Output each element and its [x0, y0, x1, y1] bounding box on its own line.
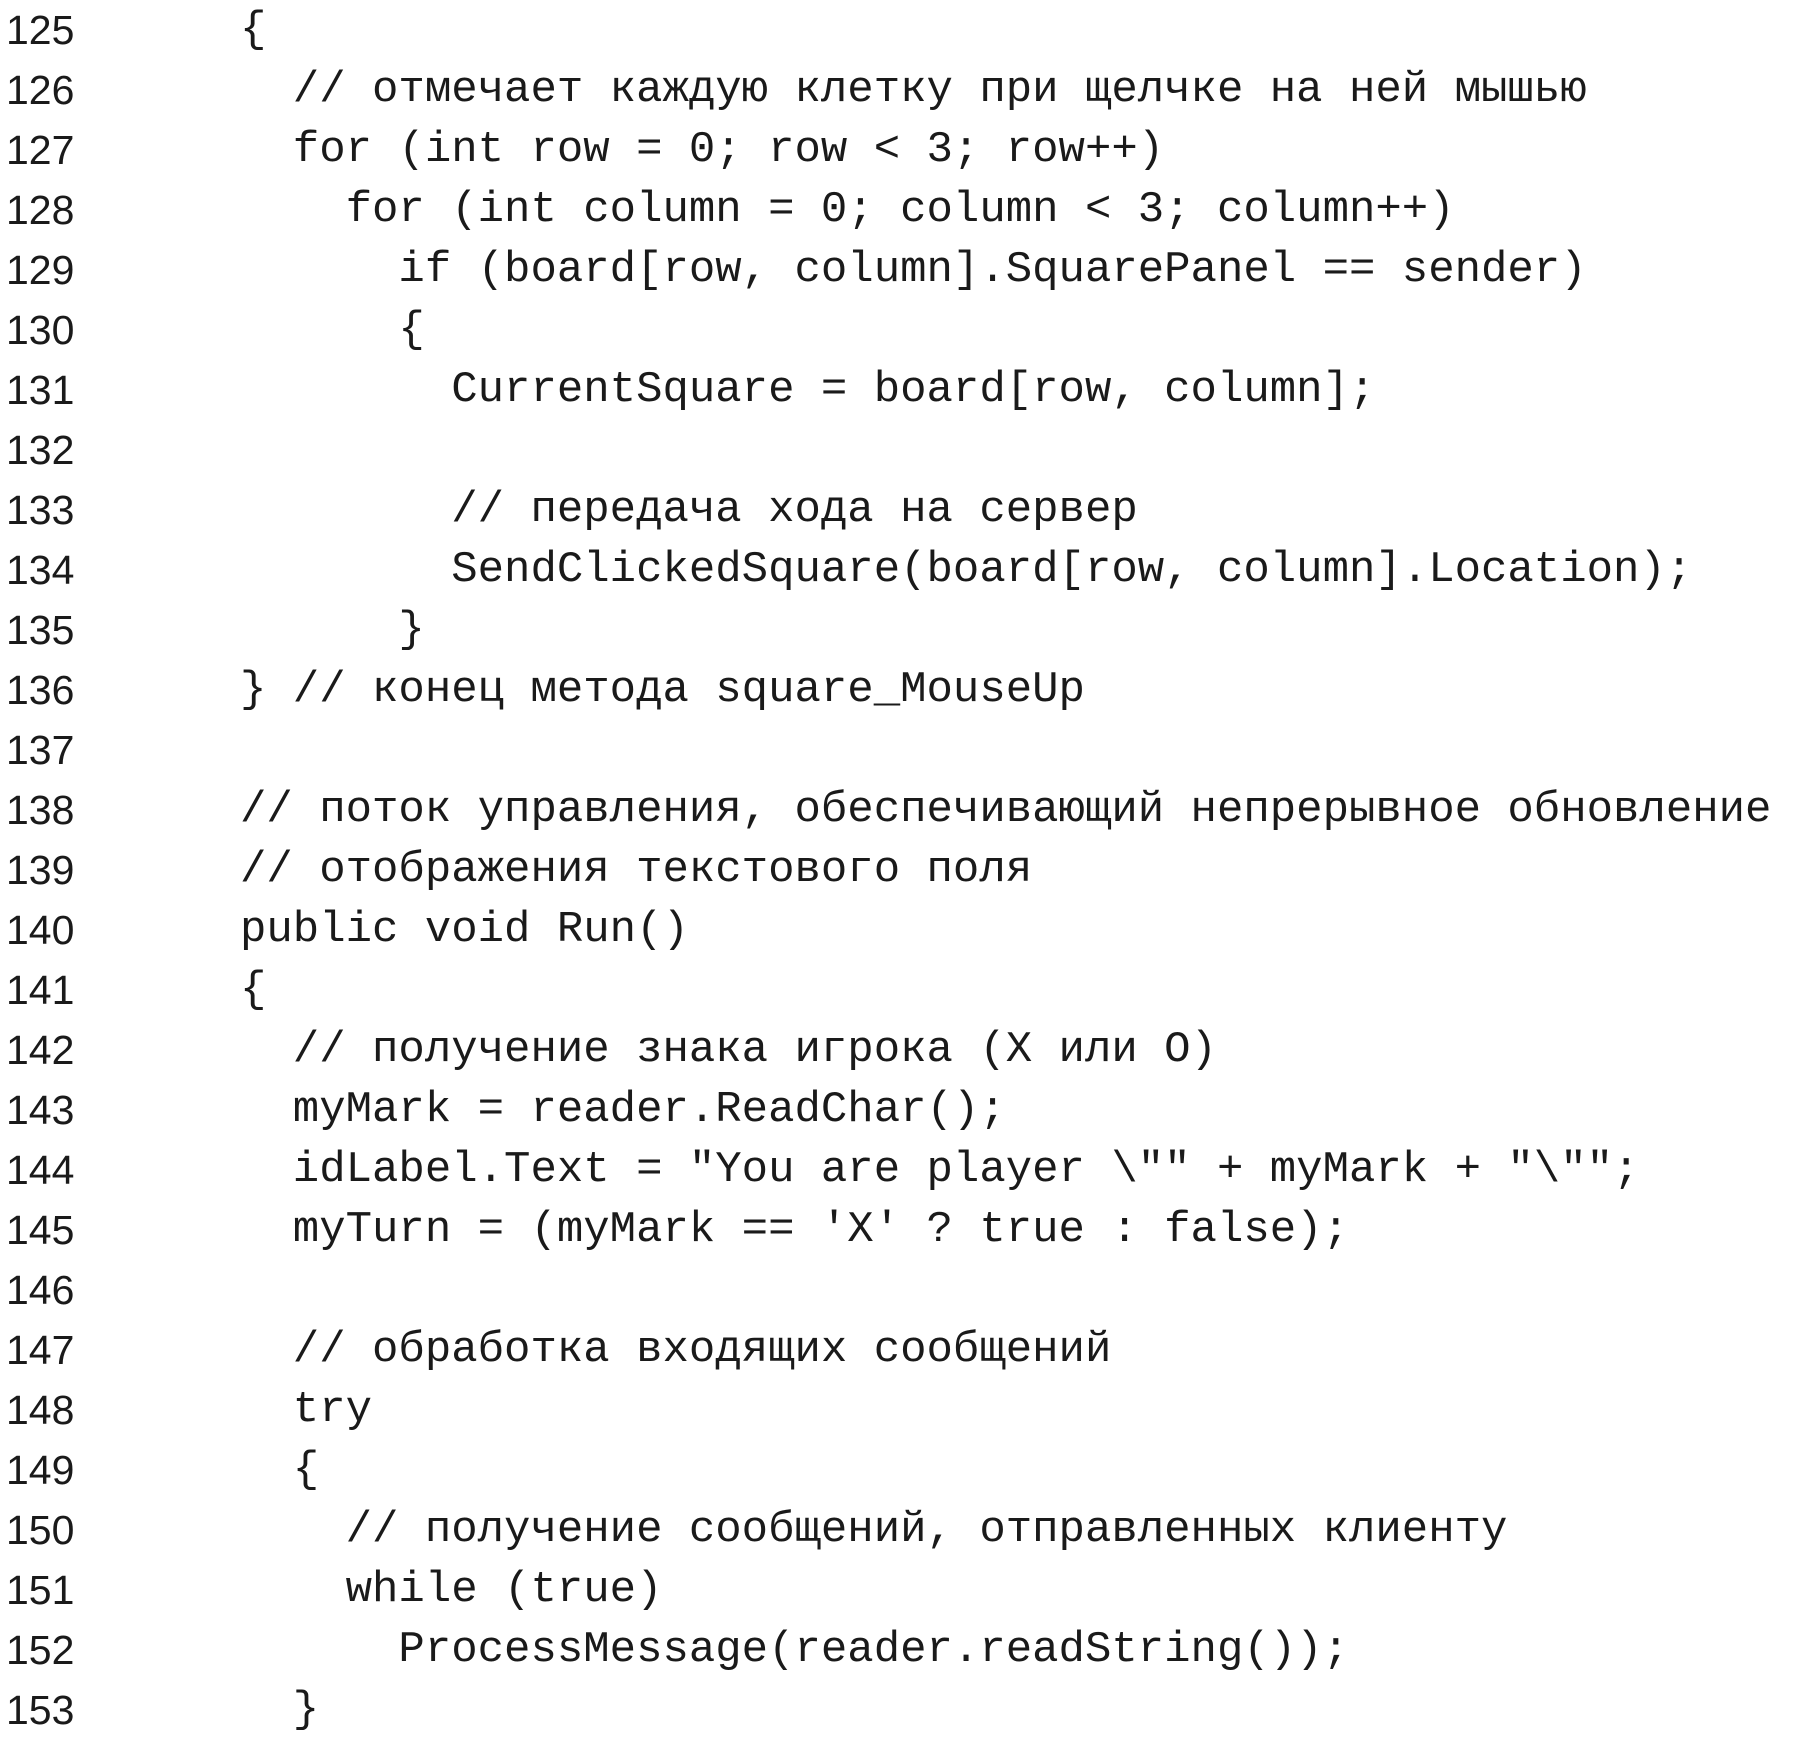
- code-line: [0, 1200, 1801, 1260]
- line-number: 134: [6, 547, 75, 593]
- code-text: for (int column = 0; column < 3; column++): [240, 185, 1455, 235]
- code-text: // отмечает каждую клетку при щелчке на ней мышью: [240, 65, 1587, 115]
- line-number: 130: [6, 307, 75, 353]
- line-number: 133: [6, 487, 75, 533]
- code-line: [0, 1620, 1801, 1680]
- line-number: 143: [6, 1087, 75, 1133]
- code-text: ProcessMessage(reader.readString());: [240, 1625, 1349, 1675]
- code-text: // отображения текстового поля: [240, 845, 1033, 895]
- code-line: [0, 1140, 1801, 1200]
- code-line: [0, 1080, 1801, 1140]
- code-line: [0, 120, 1801, 180]
- line-number: 140: [6, 907, 75, 953]
- code-text: while (true): [240, 1565, 663, 1615]
- line-number: 135: [6, 607, 75, 653]
- code-text: if (board[row, column].SquarePanel == sender): [240, 245, 1587, 295]
- code-line: [0, 60, 1801, 120]
- code-text: }: [240, 605, 425, 655]
- code-line: [0, 360, 1801, 420]
- line-number: 138: [6, 787, 75, 833]
- line-number: 151: [6, 1567, 75, 1613]
- code-text: for (int row = 0; row < 3; row++): [240, 125, 1165, 175]
- code-text: }: [240, 1685, 320, 1735]
- code-text: } // конец метода square_MouseUp: [240, 665, 1085, 715]
- code-text: idLabel.Text = "You are player \"" + myMark + "\"";: [240, 1145, 1640, 1195]
- line-number: 136: [6, 667, 75, 713]
- line-number: 152: [6, 1627, 75, 1673]
- code-line: [0, 1260, 1801, 1320]
- code-line: [0, 240, 1801, 300]
- code-line: [0, 540, 1801, 600]
- code-text: myMark = reader.ReadChar();: [240, 1085, 1006, 1135]
- code-text: try: [240, 1385, 373, 1435]
- code-line: [0, 420, 1801, 480]
- line-number: 137: [6, 727, 75, 773]
- code-line: [0, 1020, 1801, 1080]
- line-number: 150: [6, 1507, 75, 1553]
- code-line: [0, 480, 1801, 540]
- code-text: // поток управления, обеспечивающий непрерывное обновление: [240, 785, 1772, 835]
- code-line: [0, 1680, 1801, 1740]
- line-number: 126: [6, 67, 75, 113]
- code-text: {: [240, 965, 267, 1015]
- code-text: {: [240, 5, 267, 55]
- line-number: 127: [6, 127, 75, 173]
- code-text: public void Run(): [240, 905, 689, 955]
- code-line: [0, 600, 1801, 660]
- code-line: [0, 960, 1801, 1020]
- code-line: [0, 1500, 1801, 1560]
- line-number: 144: [6, 1147, 75, 1193]
- line-number: 145: [6, 1207, 75, 1253]
- code-line: [0, 1380, 1801, 1440]
- line-number: 148: [6, 1387, 75, 1433]
- code-line: [0, 720, 1801, 780]
- line-number: 125: [6, 7, 75, 53]
- code-text: CurrentSquare = board[row, column];: [240, 365, 1376, 415]
- line-number: 147: [6, 1327, 75, 1373]
- code-line: [0, 1320, 1801, 1380]
- line-number: 146: [6, 1267, 75, 1313]
- code-line: [0, 840, 1801, 900]
- line-number: 132: [6, 427, 75, 473]
- code-text: SendClickedSquare(board[row, column].Location);: [240, 545, 1693, 595]
- code-text: {: [240, 305, 425, 355]
- line-number: 128: [6, 187, 75, 233]
- line-number: 142: [6, 1027, 75, 1073]
- code-text: // получение сообщений, отправленных клиенту: [240, 1505, 1508, 1555]
- code-line: [0, 0, 1801, 60]
- code-text: myTurn = (myMark == 'X' ? true : false);: [240, 1205, 1349, 1255]
- code-line: [0, 1440, 1801, 1500]
- code-line: [0, 1560, 1801, 1620]
- code-text: // передача хода на сервер: [240, 485, 1138, 535]
- code-text: {: [240, 1445, 320, 1495]
- code-line: [0, 180, 1801, 240]
- code-text: // обработка входящих сообщений: [240, 1325, 1112, 1375]
- code-line: [0, 780, 1801, 840]
- line-number: 139: [6, 847, 75, 893]
- line-number: 131: [6, 367, 75, 413]
- code-text: // получение знака игрока (X или O): [240, 1025, 1217, 1075]
- line-number: 153: [6, 1687, 75, 1733]
- line-number: 141: [6, 967, 75, 1013]
- line-number: 129: [6, 247, 75, 293]
- line-number: 149: [6, 1447, 75, 1493]
- code-line: [0, 900, 1801, 960]
- code-line: [0, 660, 1801, 720]
- code-line: [0, 300, 1801, 360]
